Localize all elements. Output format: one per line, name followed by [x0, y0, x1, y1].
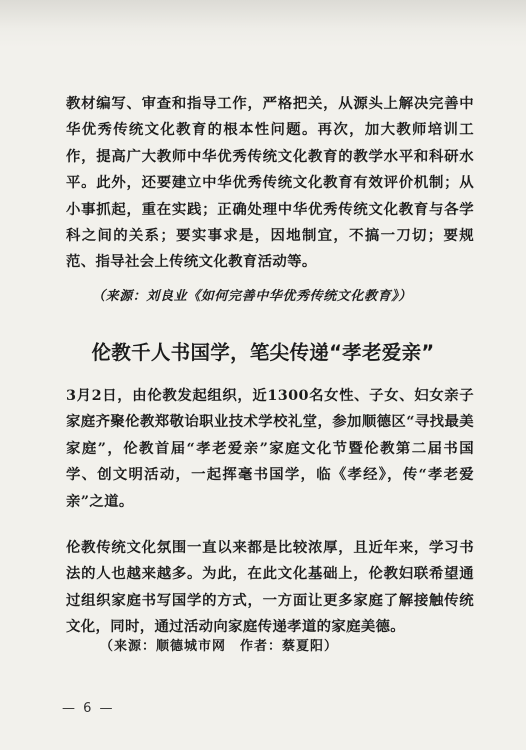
page-number: — 6 —	[62, 701, 115, 716]
body-paragraph-3: 伦教传统文化氛围一直以来都是比较浓厚，且近年来，学习书法的人也越来越多。为此，在此文化基础上，伦教妇联希望通过组织家庭书写国学的方式，一方面让更多家庭了解接触传统文化，同时，通过活动向家庭传递孝道的家庭美德。	[66, 539, 474, 636]
scan-shadow	[0, 0, 526, 48]
body-paragraph-1: 教材编写、审查和指导工作，严格把关，从源头上解决完善中华优秀传统文化教育的根本性问题。再次，加大教师培训工作，提高广大教师中华优秀传统文化教育的教学水平和科研水平。此外，还要建立中华优秀传统文化教育有效评价机制；从小事抓起，重在实践；正确处理中华优秀传统文化教育与各学科之间的关系；要实事求是，因地制宜，不搞一刀切；要规范、指导社会上传统文化教育活动等。	[66, 95, 474, 271]
source-citation-1: （来源：刘良业《如何完善中华优秀传统文化教育》）	[92, 289, 412, 304]
source-citation-2: （来源：顺德城市网 作者：蔡夏阳）	[100, 639, 339, 654]
article-title: 伦教千人书国学，笔尖传递“孝老爱亲”	[91, 341, 435, 364]
body-paragraph-2: 3月2日，由伦教发起组织，近1300名女性、子女、妇女亲子家庭齐聚伦教郑敬诒职业技术学校礼堂，参加顺德区“寻找最美家庭”，伦教首届“孝老爱亲”家庭文化节暨伦教第二届书国学、创文明活动，一起挥毫书国学，临《孝经》，传“孝老爱亲”之道。	[66, 387, 474, 510]
